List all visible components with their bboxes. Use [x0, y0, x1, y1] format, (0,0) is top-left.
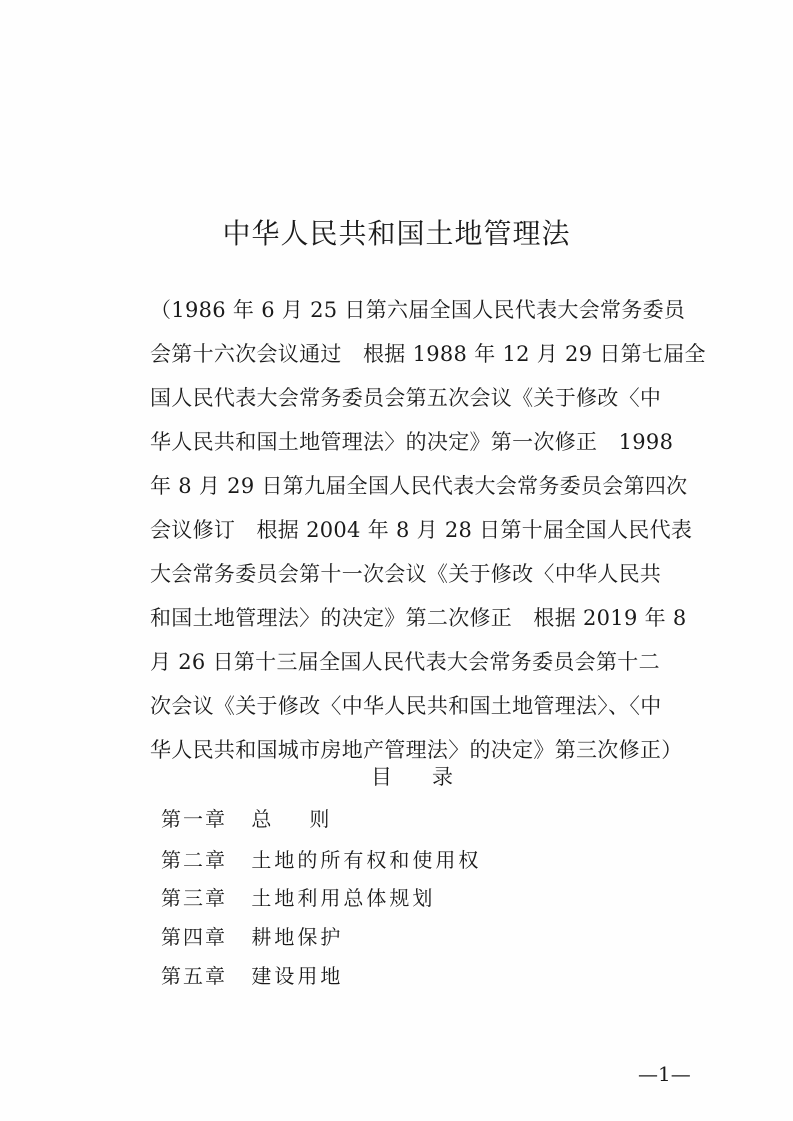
toc-chapter-name: 土地利用总体规划: [251, 886, 436, 910]
toc-chapter-number: 第四章: [161, 925, 227, 949]
toc-chapter-number: 第三章: [161, 886, 227, 910]
toc-heading: 目录: [371, 765, 493, 789]
toc-chapter-number: 第一章: [161, 807, 227, 831]
preamble-line: 年 8 月 29 日第九届全国人民代表大会常务委员会第四次: [150, 474, 688, 498]
preamble-line: 华人民共和国土地管理法〉的决定》第一次修正 1998: [150, 430, 674, 454]
toc-chapter-number: 第二章: [161, 848, 227, 872]
toc-chapter-name: 建设用地: [251, 964, 344, 988]
toc-item-chapter-2[interactable]: [161, 845, 481, 875]
toc-chapter-number: 第五章: [161, 964, 227, 988]
preamble-line: （1986 年 6 月 25 日第六届全国人民代表大会常务委员: [150, 298, 686, 322]
document-title: 中华人民共和国土地管理法: [222, 217, 571, 250]
toc-item-chapter-3[interactable]: [161, 883, 435, 913]
preamble-line: 会议修订 根据 2004 年 8 月 28 日第十届全国人民代表: [150, 518, 693, 542]
toc-chapter-name: 总则: [251, 807, 368, 831]
toc-item-chapter-4[interactable]: [161, 922, 343, 952]
toc-item-chapter-5[interactable]: [161, 961, 343, 991]
page-number: —1—: [638, 1062, 691, 1086]
preamble-line: 大会常务委员会第十一次会议《关于修改〈中华人民共: [150, 562, 662, 586]
toc-item-chapter-1[interactable]: [161, 804, 367, 834]
preamble-line: 会第十六次会议通过 根据 1988 年 12 月 29 日第七届全: [150, 342, 706, 366]
preamble-line: 国人民代表大会常务委员会第五次会议《关于修改〈中: [150, 386, 662, 410]
preamble-line: 月 26 日第十三届全国人民代表大会常务委员会第十二: [150, 650, 660, 674]
preamble-line: 次会议《关于修改〈中华人民共和国土地管理法〉、〈中: [150, 694, 662, 718]
toc-chapter-name: 土地的所有权和使用权: [251, 848, 482, 872]
toc-chapter-name: 耕地保护: [251, 925, 344, 949]
preamble-line: 华人民共和国城市房地产管理法〉的决定》第三次修正）: [150, 738, 683, 762]
preamble-line: 和国土地管理法〉的决定》第二次修正 根据 2019 年 8: [150, 606, 687, 630]
